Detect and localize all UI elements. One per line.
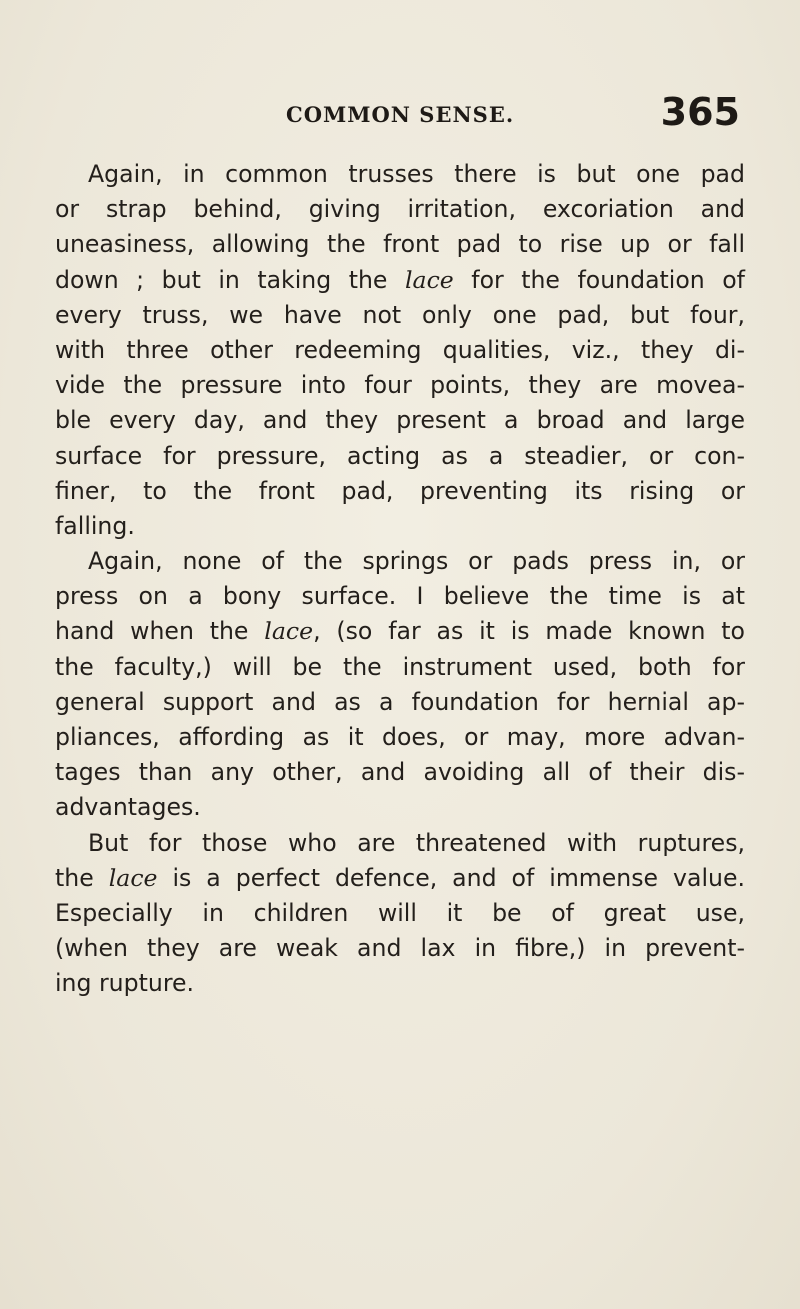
text-line: advantages. [55,793,201,822]
text-run: for the foundation of [453,265,745,294]
text-line: But for those who are threatened with ruptures, [88,828,745,857]
text-run: down ; but in taking the [55,265,405,294]
running-head: COMMON SENSE. [286,102,515,127]
text-line: pliances, affording as it does, or may, more advan- [55,723,745,751]
text-line: uneasiness, allowing the front pad to rise up or fall [55,230,745,259]
text-line: press on a bony surface. I believe the time is at [55,582,745,611]
text-line [55,263,745,298]
text-line: ing rupture. [55,969,195,998]
text-line: Again, none of the springs or pads press in, or [88,547,745,576]
text-run: hand when the [55,617,265,646]
text-line: Especially in children will it be of great use, [55,898,745,927]
italic-word: lace [108,863,158,892]
text-line: the faculty,) will be the instrument used, both for [55,652,745,681]
italic-word: lace [264,617,314,646]
text-line: vide the pressure into four points, they are movea- [55,371,745,400]
text-line: or strap behind, giving irritation, excoriation and [55,195,745,224]
text-line: ble every day, and they present a broad and large [55,406,745,435]
text-line: finer, to the front pad, preventing its rising or [55,476,745,505]
text-line: surface for pressure, acting as a steadier, or con- [55,441,745,470]
body-text [55,157,745,1002]
text-line: (when they are weak and lax in fibre,) in prevent- [55,934,745,963]
text-line [55,614,745,649]
text-line: falling. [55,511,135,540]
text-line [55,861,745,896]
text-line: with three other redeeming qualities, viz., they di- [55,335,745,364]
page-number: 365 [660,90,740,134]
text-line: general support and as a foundation for hernial ap- [55,687,745,716]
page-header [56,90,746,140]
text-run: , (so far as it is made known to [313,617,745,646]
text-line: tages than any other, and avoiding all of their dis- [55,758,745,787]
text-run: is a perfect defence, and of immense value. [157,863,745,892]
italic-word: lace [404,265,454,294]
text-line: Again, in common trusses there is but one pad [88,160,745,188]
text-line: every truss, we have not only one pad, but four, [55,300,745,329]
text-run: the [55,863,109,892]
